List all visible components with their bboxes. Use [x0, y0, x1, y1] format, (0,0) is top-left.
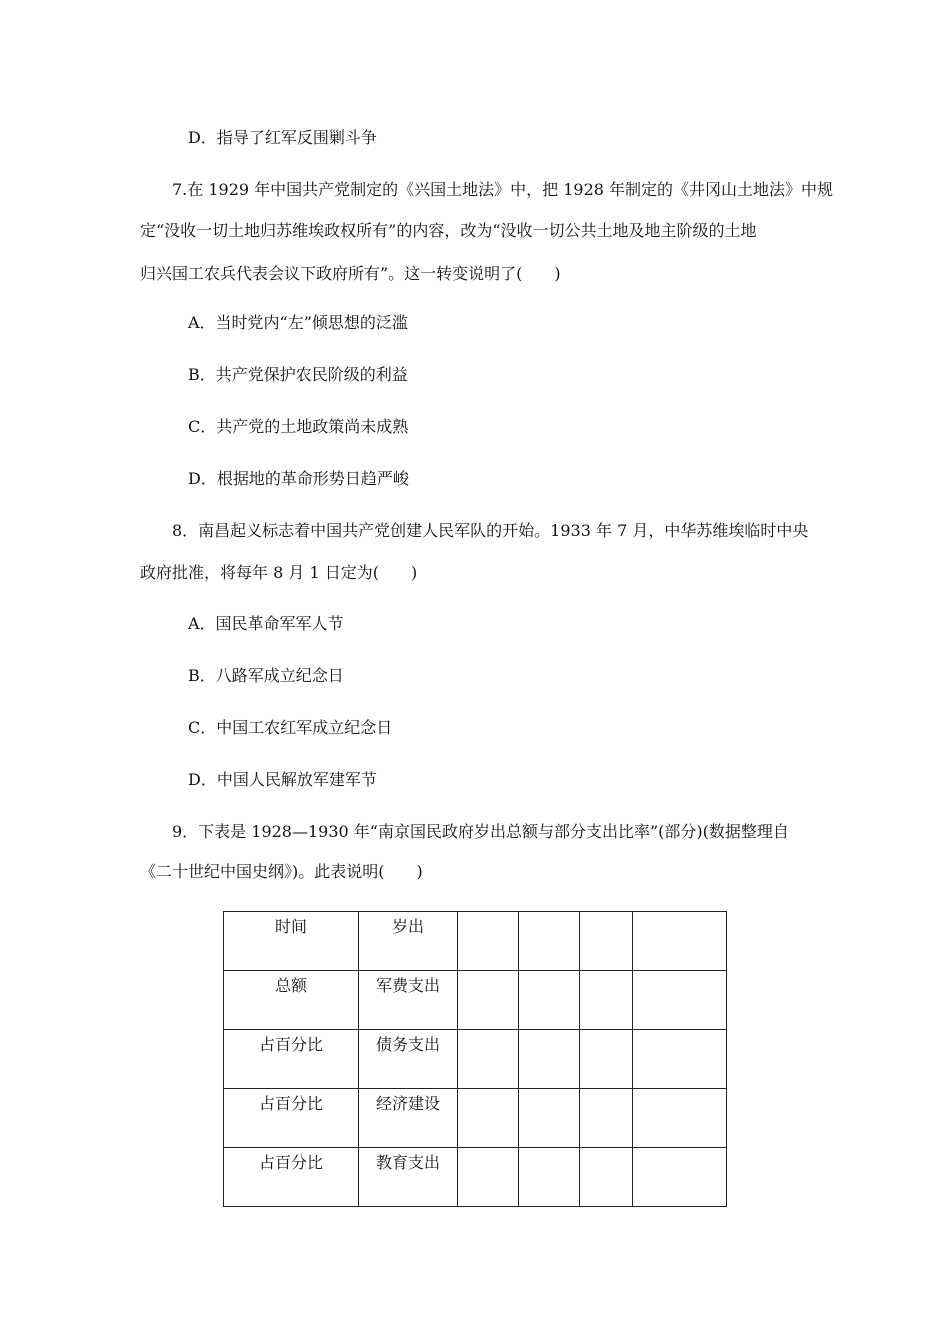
q8-option-c: C．中国工农红军成立纪念日: [188, 718, 393, 737]
table-cell: 经济建设: [359, 1089, 458, 1148]
table-cell: 占百分比: [224, 1030, 359, 1089]
q8-option-b: B．八路军成立纪念日: [188, 666, 344, 685]
expenditure-table: [223, 911, 727, 1207]
empty-cell: [458, 1030, 519, 1089]
empty-cell: [519, 971, 580, 1030]
q8-stem-line2: 政府批准，将每年 8 月 1 日定为( ): [140, 563, 418, 582]
empty-cell: [580, 1148, 633, 1207]
empty-cell: [580, 912, 633, 971]
q8-option-d: D．中国人民解放军建军节: [188, 770, 377, 789]
empty-cell: [633, 1148, 727, 1207]
q7-option-c: C．共产党的土地政策尚未成熟: [188, 417, 409, 436]
empty-cell: [458, 1089, 519, 1148]
q9-stem-line1: 9．下表是 1928—1930 年“南京国民政府岁出总额与部分支出比率”(部分)(数据整理自: [172, 822, 789, 841]
empty-cell: [580, 1030, 633, 1089]
table-cell: 占百分比: [224, 1089, 359, 1148]
q7-option-b: B．共产党保护农民阶级的利益: [188, 365, 408, 384]
empty-cell: [458, 971, 519, 1030]
table-cell: 总额: [224, 971, 359, 1030]
q7-option-a: A．当时党内“左”倾思想的泛滥: [188, 313, 408, 332]
empty-cell: [580, 971, 633, 1030]
empty-cell: [458, 1148, 519, 1207]
q7-stem-line1: 7.在 1929 年中国共产党制定的《兴国土地法》中，把 1928 年制定的《井冈山土地法》中规: [172, 180, 834, 199]
empty-cell: [633, 912, 727, 971]
table-cell: 债务支出: [359, 1030, 458, 1089]
q7-option-d: D．根据地的革命形势日趋严峻: [188, 469, 409, 488]
empty-cell: [633, 1030, 727, 1089]
q8-option-a: A．国民革命军军人节: [188, 614, 344, 633]
table-cell: 占百分比: [224, 1148, 359, 1207]
table-cell: 军费支出: [359, 971, 458, 1030]
table-row: [224, 971, 727, 1030]
empty-cell: [580, 1089, 633, 1148]
q6-option-d: D．指导了红军反围剿斗争: [188, 128, 377, 147]
empty-cell: [633, 971, 727, 1030]
table-cell: 岁出: [359, 912, 458, 971]
empty-cell: [519, 912, 580, 971]
table-row: [224, 1030, 727, 1089]
table-row: [224, 1148, 727, 1207]
q8-stem-line1: 8．南昌起义标志着中国共产党创建人民军队的开始。1933 年 7 月，中华苏维埃临时中央: [172, 521, 809, 540]
q7-stem-line2: 定“没收一切土地归苏维埃政权所有”的内容，改为“没收一切公共土地及地主阶级的土地: [140, 221, 757, 240]
empty-cell: [519, 1148, 580, 1207]
q7-stem-line3: 归兴国工农兵代表会议下政府所有”。这一转变说明了( ): [140, 264, 561, 283]
empty-cell: [633, 1089, 727, 1148]
table-cell: 时间: [224, 912, 359, 971]
empty-cell: [519, 1030, 580, 1089]
empty-cell: [458, 912, 519, 971]
empty-cell: [519, 1089, 580, 1148]
q9-stem-line2: 《二十世纪中国史纲》)。此表说明( ): [140, 862, 423, 881]
table-row: [224, 912, 727, 971]
table-row: [224, 1089, 727, 1148]
table-cell: 教育支出: [359, 1148, 458, 1207]
